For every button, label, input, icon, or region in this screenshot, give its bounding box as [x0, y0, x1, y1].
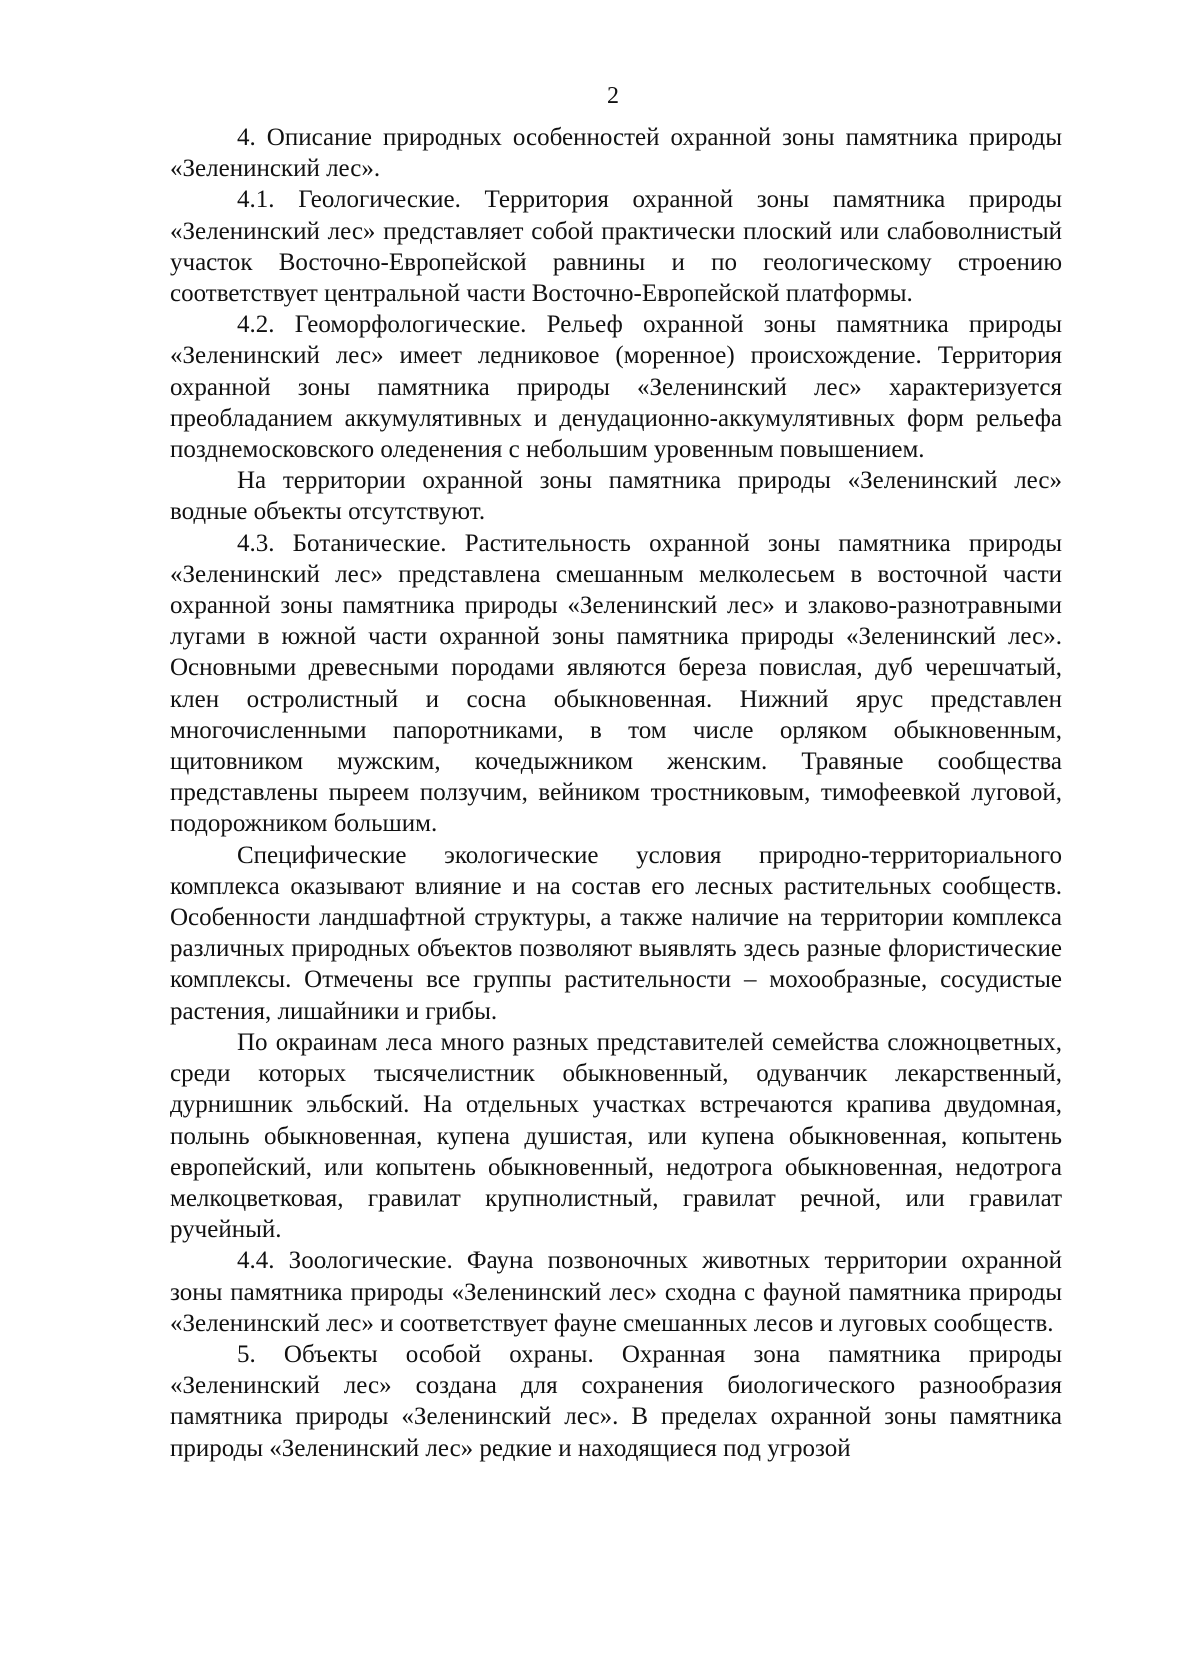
paragraph-section-4-heading: 4. Описание природных особенностей охранной зоны памятника природы «Зеленинский лес». [170, 124, 1062, 183]
paragraph-ecological-conditions: Специфические экологические условия природно-территориального комплекса оказывают влияние и на состав его лесных растительных сообществ. Особенности ландшафтной структуры, а также наличие на территории комплекса различных природных объектов позволяют выявлять здесь разные флористические комплексы. Отмечены все группы растительности – мохообразные, сосудистые растения, лишайники и грибы. [170, 841, 1062, 1025]
paragraph-protected-objects: 5. Объекты особой охраны. Охранная зона памятника природы «Зеленинский лес» создана для сохранения биологического разнообразия памятника природы «Зеленинский лес». В пределах охранной зоны памятника природы «Зеленинский лес» редкие и находящиеся под угрозой [170, 1340, 1062, 1462]
paragraph-zoological: 4.4. Зоологические. Фауна позвоночных животных территории охранной зоны памятника природы «Зеленинский лес» сходна с фауной памятника природы «Зеленинский лес» и соответствует фауне смешанных лесов и луговых сообществ. [170, 1247, 1062, 1337]
paragraph-botanical: 4.3. Ботанические. Растительность охранной зоны памятника природы «Зеленинский лес» представлена смешанным мелколесьем в восточной части охранной зоны памятника природы «Зеленинский лес» и злаково-разнотравными лугами в южной части охранной зоны памятника природы «Зеленинский лес». Основными древесными породами являются береза повислая, дуб черешчатый, клен остролистный и сосна обыкновенная. Нижний ярус представлен многочисленными папоротниками, в том числе орляком обыкновенным, щитовником мужским, кочедыжником женским. Травяные сообщества представлены пыреем ползучим, вейником тростниковым, тимофеевкой луговой, подорожником большим. [170, 529, 1062, 838]
paragraph-water-objects: На территории охранной зоны памятника природы «Зеленинский лес» водные объекты отсутствуют. [170, 467, 1062, 526]
paragraph-geological: 4.1. Геологические. Территория охранной зоны памятника природы «Зеленинский лес» представляет собой практически плоский или слабоволнистый участок Восточно-Европейской равнины и по геологическому строению соответствует центральной части Восточно-Европейской платформы. [170, 186, 1062, 308]
paragraph-geomorphological: 4.2. Геоморфологические. Рельеф охранной зоны памятника природы «Зеленинский лес» имеет ледниковое (моренное) происхождение. Территория охранной зоны памятника природы «Зеленинский лес» характеризуется преобладанием аккумулятивных и денудационно-аккумулятивных форм рельефа позднемосковского оледенения с небольшим уровенным повышением. [170, 311, 1062, 464]
paragraph-forest-edges: По окраинам леса много разных представителей семейства сложноцветных, среди которых тысячелистник обыкновенный, одуванчик лекарственный, дурнишник эльбский. На отдельных участках встречаются крапива двудомная, полынь обыкновенная, купена душистая, или купена обыкновенная, копытень европейский, или копытень обыкновенный, недотрога обыкновенная, недотрога мелкоцветковая, гравилат крупнолистный, гравилат речной, или гравилат ручейный. [170, 1028, 1062, 1244]
document-body [170, 122, 1062, 1464]
page-number: 2 [607, 83, 619, 109]
